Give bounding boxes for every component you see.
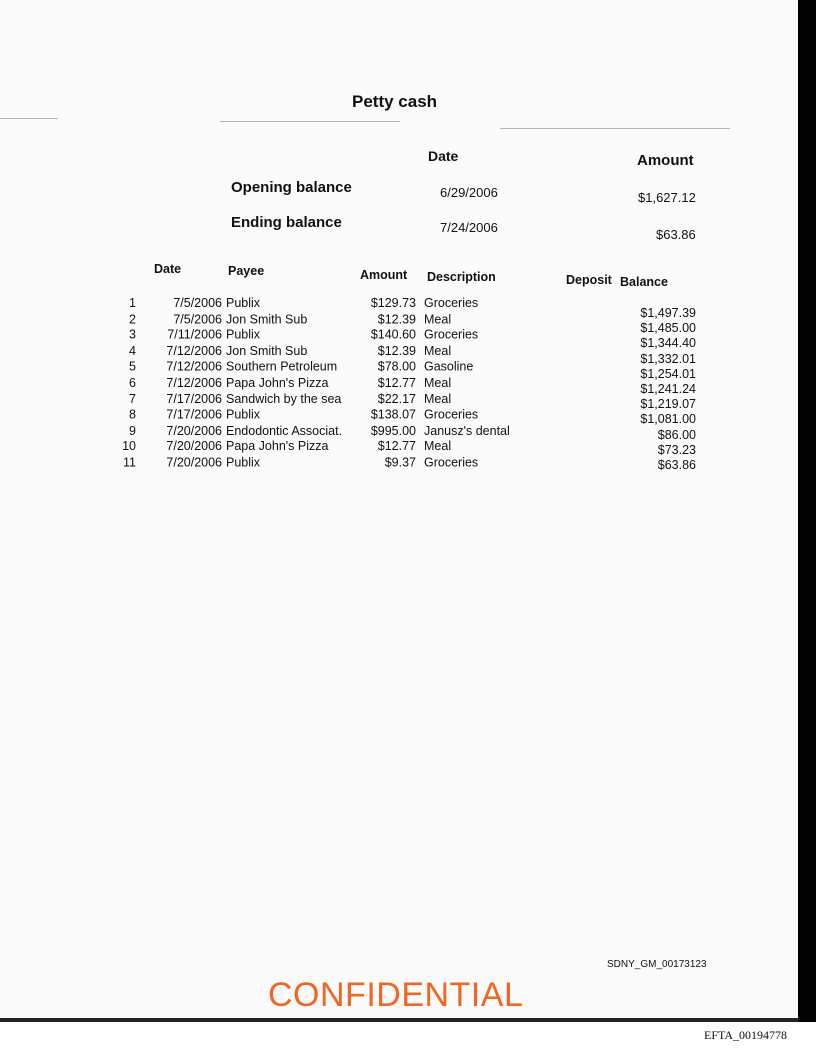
col-header-payee: Payee (228, 264, 265, 278)
row-number: 1 (129, 296, 136, 310)
row-payee: Papa John's Pizza (226, 375, 329, 390)
row-date: 7/20/2006 (166, 439, 222, 454)
row-description: Meal (424, 375, 452, 390)
col-header-description: Description (427, 270, 496, 284)
ending-balance-amount: $63.86 (656, 227, 696, 242)
row-date: 7/20/2006 (166, 455, 222, 470)
row-date: 7/5/2006 (173, 311, 222, 326)
row-date: 7/17/2006 (166, 407, 222, 422)
row-description: Meal (424, 439, 452, 454)
row-date: 7/12/2006 (166, 375, 222, 390)
row-balance: $1,344.40 (640, 336, 696, 351)
row-balance: $1,219.07 (640, 397, 696, 412)
row-description: Meal (424, 391, 452, 406)
row-payee: Publix (226, 407, 261, 422)
table-row (0, 312, 560, 328)
row-number: 6 (129, 375, 136, 390)
row-payee: Publix (226, 296, 261, 310)
row-payee: Jon Smith Sub (226, 311, 308, 326)
row-number: 4 (129, 343, 136, 358)
table-row (0, 376, 560, 392)
row-payee: Publix (226, 455, 261, 470)
row-amount: $12.39 (377, 311, 416, 326)
col-header-deposit: Deposit (566, 273, 612, 287)
row-date: 7/20/2006 (166, 423, 222, 438)
row-date: 7/5/2006 (173, 296, 222, 310)
opening-balance-amount: $1,627.12 (638, 190, 696, 205)
table-row (0, 296, 560, 312)
row-number: 7 (129, 391, 136, 406)
row-number: 8 (129, 407, 136, 422)
summary-date-header: Date (428, 148, 459, 164)
row-balance: $73.23 (657, 442, 696, 457)
divider-rule (220, 121, 400, 122)
table-row (0, 360, 560, 376)
row-amount: $140.60 (370, 327, 416, 342)
row-amount: $129.73 (370, 296, 416, 310)
row-description: Meal (424, 311, 452, 326)
row-payee: Sandwich by the sea (226, 391, 342, 406)
row-date: 7/12/2006 (166, 359, 222, 374)
row-balance: $63.86 (657, 457, 696, 472)
col-header-date: Date (154, 262, 182, 276)
opening-balance-label: Opening balance (231, 179, 352, 196)
row-amount: $22.17 (377, 391, 416, 406)
row-description: Groceries (424, 296, 479, 310)
table-row (0, 344, 560, 360)
row-amount: $12.77 (377, 375, 416, 390)
table-row (0, 408, 560, 424)
row-balance: $86.00 (657, 427, 696, 442)
row-description: Gasoline (424, 359, 474, 374)
scan-edge-right (798, 0, 816, 1022)
col-header-balance: Balance (620, 275, 668, 289)
row-date: 7/11/2006 (167, 327, 222, 342)
confidential-stamp: CONFIDENTIAL (268, 976, 524, 1014)
row-number: 10 (122, 439, 136, 454)
row-description: Meal (424, 343, 452, 358)
table-row (0, 440, 560, 456)
row-amount: $9.37 (384, 455, 416, 470)
row-number: 2 (129, 311, 136, 326)
row-payee: Papa John's Pizza (226, 439, 329, 454)
row-amount: $12.77 (377, 439, 416, 454)
row-payee: Southern Petroleum (226, 359, 338, 374)
row-amount: $995.00 (370, 423, 416, 438)
table-row (0, 392, 560, 408)
summary-amount-header: Amount (637, 152, 694, 169)
page-title: Petty cash (352, 92, 438, 111)
table-row (0, 456, 560, 472)
row-balance: $1,241.24 (640, 381, 696, 396)
table-row (0, 328, 560, 344)
col-header-amount: Amount (360, 268, 408, 282)
scan-edge-bottom (0, 1018, 798, 1022)
row-description: Groceries (424, 407, 479, 422)
document-id: SDNY_GM_00173123 (607, 959, 707, 970)
row-balance: $1,254.01 (640, 366, 696, 381)
row-balance: $1,497.39 (640, 306, 696, 320)
divider-rule (0, 118, 58, 119)
opening-balance-date: 6/29/2006 (440, 185, 498, 200)
row-balance: $1,081.00 (640, 412, 696, 427)
table-row (0, 424, 560, 440)
row-description: Janusz's dental (424, 423, 510, 438)
row-payee: Endodontic Associat. (226, 423, 343, 438)
row-number: 3 (129, 327, 136, 342)
row-balance: $1,485.00 (640, 321, 696, 336)
row-amount: $78.00 (377, 359, 416, 374)
ending-balance-date: 7/24/2006 (440, 220, 498, 235)
row-number: 9 (129, 423, 136, 438)
row-amount: $138.07 (370, 407, 416, 422)
row-description: Groceries (424, 455, 479, 470)
row-date: 7/12/2006 (166, 343, 222, 358)
row-number: 5 (129, 359, 136, 374)
row-payee: Jon Smith Sub (226, 343, 308, 358)
row-balance: $1,332.01 (640, 351, 696, 366)
ending-balance-label: Ending balance (231, 214, 342, 231)
efta-number: EFTA_00194778 (704, 1028, 788, 1042)
balance-column (620, 306, 696, 473)
row-description: Groceries (424, 327, 479, 342)
row-date: 7/17/2006 (166, 391, 222, 406)
row-number: 11 (123, 455, 136, 470)
row-amount: $12.39 (377, 343, 416, 358)
row-payee: Publix (226, 327, 261, 342)
divider-rule (500, 128, 730, 129)
